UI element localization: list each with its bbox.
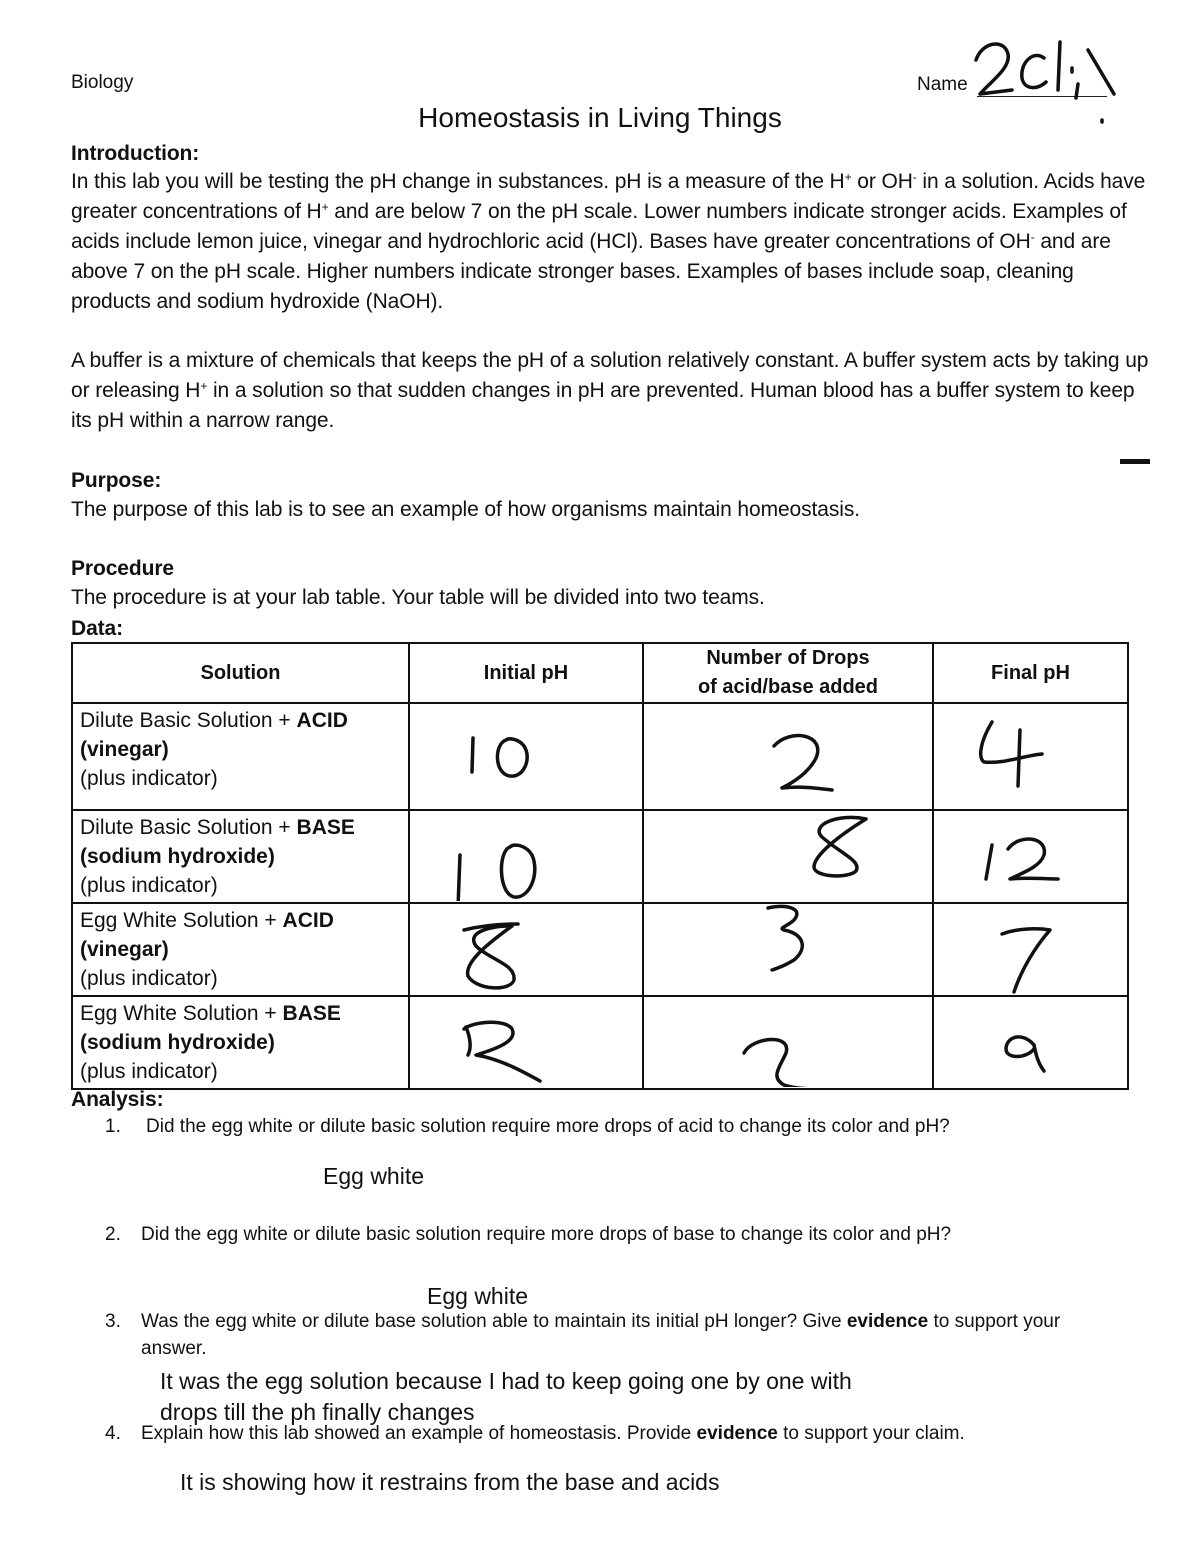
drops-cell: [643, 810, 933, 903]
table-row: [72, 903, 1128, 996]
table-row: [72, 996, 1128, 1089]
page-title: Homeostasis in Living Things: [418, 102, 782, 133]
analysis-heading: Analysis:: [71, 1088, 164, 1111]
initial-ph-cell: [409, 810, 643, 903]
drops-cell: [643, 903, 933, 996]
introduction-paragraph-2: A buffer is a mixture of chemicals that keeps the pH of a solution relatively constant. A buffer system acts by taking up or releasing H+ in a solution so that sudden changes in pH are prevented. Human blood has a buffer system to keep its pH within a narrow range.: [71, 349, 1149, 432]
drops-cell: [643, 703, 933, 810]
answer-3: It was the egg solution because I had to keep going one by one with drops till the ph finally changes: [160, 1368, 852, 1425]
table-row: [72, 810, 1128, 903]
initial-ph-cell: [409, 703, 643, 810]
introduction-paragraph-1: In this lab you will be testing the pH change in substances. pH is a measure of the H+ or OH- in a solution. Acids have greater concentrations of H+ and are below 7 on the pH scale. Lower numbers indicate stronger acids. Examples of acids include lemon juice, vinegar and hydrochloric acid (HCl). Bases have greater concentrations of OH- and are above 7 on the pH scale. Higher numbers indicate stronger bases. Examples of bases include soap, cleaning products and sodium hydroxide (NaOH).: [71, 170, 1146, 313]
name-label: Name: [917, 74, 968, 95]
question-3: Was the egg white or dilute base solution able to maintain its initial pH longer? Give evidence to support your answer.: [141, 1311, 1061, 1359]
column-header-drops: Number of Drops of acid/base added: [643, 643, 933, 703]
data-table: [71, 642, 1129, 1090]
answer-4: It is showing how it restrains from the base and acids: [180, 1469, 720, 1495]
table-row: [72, 703, 1128, 810]
procedure-text: The procedure is at your lab table. Your table will be divided into two teams.: [71, 586, 765, 609]
purpose-text: The purpose of this lab is to see an example of how organisms maintain homeostasis.: [71, 498, 860, 521]
initial-ph-cell: [409, 996, 643, 1089]
question-number: 2.: [105, 1224, 121, 1245]
question-1: Did the egg white or dilute basic solution require more drops of acid to change its color and pH?: [146, 1116, 950, 1137]
solution-cell: Dilute Basic Solution + ACID (vinegar) (plus indicator): [72, 703, 409, 810]
initial-ph-cell: [409, 903, 643, 996]
question-number: 3.: [105, 1311, 121, 1332]
column-header-final-ph: Final pH: [933, 643, 1128, 703]
question-number: 1.: [105, 1116, 121, 1137]
final-ph-cell: [933, 996, 1128, 1089]
answer-1: Egg white: [323, 1163, 425, 1189]
final-ph-cell: [933, 903, 1128, 996]
purpose-heading: Purpose:: [71, 469, 162, 492]
question-2: Did the egg white or dilute basic solution require more drops of base to change its color and pH?: [141, 1224, 952, 1245]
answer-2: Egg white: [427, 1283, 529, 1309]
margin-dash-mark: [1120, 459, 1150, 464]
course-label: Biology: [71, 72, 134, 93]
question-number: 4.: [105, 1423, 121, 1444]
final-ph-cell: [933, 703, 1128, 810]
solution-cell: Dilute Basic Solution + BASE (sodium hydroxide) (plus indicator): [72, 810, 409, 903]
procedure-heading: Procedure: [71, 557, 174, 580]
solution-cell: Egg White Solution + ACID (vinegar) (plus indicator): [72, 903, 409, 996]
introduction-heading: Introduction:: [71, 142, 200, 165]
solution-cell: Egg White Solution + BASE (sodium hydroxide) (plus indicator): [72, 996, 409, 1089]
data-heading: Data:: [71, 617, 124, 640]
question-4: Explain how this lab showed an example of homeostasis. Provide evidence to support your claim.: [141, 1423, 965, 1444]
column-header-initial-ph: Initial pH: [409, 643, 643, 703]
drops-cell: [643, 996, 933, 1089]
final-ph-cell: [933, 810, 1128, 903]
column-header-solution: Solution: [72, 643, 409, 703]
table-header-row: [72, 643, 1128, 703]
